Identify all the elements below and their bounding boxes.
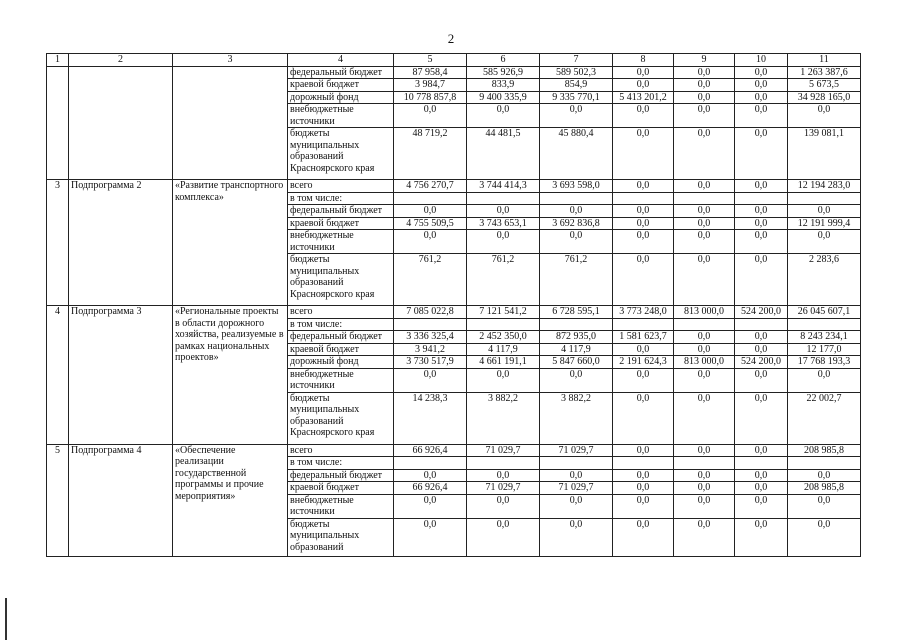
amount-cell: 0,0 — [540, 230, 613, 254]
table-row — [47, 66, 861, 79]
amount-cell: 6 728 595,1 — [540, 306, 613, 319]
amount-cell: 0,0 — [674, 518, 735, 556]
amount-cell — [467, 457, 540, 470]
header-cell: 7 — [540, 54, 613, 67]
amount-cell: 0,0 — [613, 469, 674, 482]
amount-cell: 26 045 607,1 — [788, 306, 861, 319]
amount-cell: 0,0 — [735, 518, 788, 556]
amount-cell: 71 029,7 — [467, 444, 540, 457]
subprogram-title-cell: «Обеспечение реализации государственной программы и прочие мероприятия» — [173, 444, 288, 556]
amount-cell: 0,0 — [613, 482, 674, 495]
amount-cell: 524 200,0 — [735, 306, 788, 319]
budget-table — [46, 53, 861, 557]
amount-cell: 3 984,7 — [394, 79, 467, 92]
subprogram-title-cell — [173, 66, 288, 180]
amount-cell: 3 693 598,0 — [540, 180, 613, 193]
funding-source-cell: внебюджетные источники — [288, 494, 394, 518]
amount-cell: 0,0 — [735, 230, 788, 254]
amount-cell: 0,0 — [467, 230, 540, 254]
amount-cell: 0,0 — [613, 518, 674, 556]
amount-cell: 0,0 — [613, 343, 674, 356]
amount-cell: 45 880,4 — [540, 128, 613, 180]
amount-cell: 0,0 — [735, 331, 788, 344]
amount-cell — [674, 318, 735, 331]
amount-cell: 0,0 — [613, 205, 674, 218]
amount-cell: 0,0 — [735, 254, 788, 306]
amount-cell: 0,0 — [674, 205, 735, 218]
amount-cell: 0,0 — [788, 494, 861, 518]
header-cell: 11 — [788, 54, 861, 67]
funding-source-cell: бюджеты муниципальных образований — [288, 518, 394, 556]
amount-cell: 524 200,0 — [735, 356, 788, 369]
amount-cell: 4 117,9 — [467, 343, 540, 356]
amount-cell: 4 755 509,5 — [394, 217, 467, 230]
amount-cell: 87 958,4 — [394, 66, 467, 79]
funding-source-cell: краевой бюджет — [288, 79, 394, 92]
amount-cell: 0,0 — [674, 469, 735, 482]
amount-cell: 9 400 335,9 — [467, 91, 540, 104]
header-cell: 2 — [69, 54, 173, 67]
amount-cell: 0,0 — [674, 66, 735, 79]
scan-edge-mark — [5, 598, 7, 640]
amount-cell: 0,0 — [735, 217, 788, 230]
header-cell: 9 — [674, 54, 735, 67]
amount-cell: 0,0 — [540, 469, 613, 482]
row-number-cell — [47, 66, 69, 180]
funding-source-cell: всего — [288, 180, 394, 193]
amount-cell: 0,0 — [674, 331, 735, 344]
amount-cell — [540, 192, 613, 205]
amount-cell: 1 581 623,7 — [613, 331, 674, 344]
amount-cell — [467, 192, 540, 205]
amount-cell: 4 117,9 — [540, 343, 613, 356]
header-cell: 1 — [47, 54, 69, 67]
amount-cell — [613, 318, 674, 331]
amount-cell: 0,0 — [788, 518, 861, 556]
amount-cell: 0,0 — [735, 392, 788, 444]
amount-cell: 9 335 770,1 — [540, 91, 613, 104]
amount-cell: 22 002,7 — [788, 392, 861, 444]
amount-cell: 4 756 270,7 — [394, 180, 467, 193]
amount-cell: 0,0 — [788, 368, 861, 392]
amount-cell: 0,0 — [788, 469, 861, 482]
amount-cell: 44 481,5 — [467, 128, 540, 180]
amount-cell: 0,0 — [674, 104, 735, 128]
amount-cell: 7 121 541,2 — [467, 306, 540, 319]
amount-cell: 0,0 — [613, 368, 674, 392]
subprogram-name-cell: Подпрограмма 2 — [69, 180, 173, 306]
header-row — [47, 54, 861, 67]
header-cell: 4 — [288, 54, 394, 67]
amount-cell: 0,0 — [735, 343, 788, 356]
amount-cell: 0,0 — [735, 66, 788, 79]
amount-cell: 585 926,9 — [467, 66, 540, 79]
amount-cell: 3 692 836,8 — [540, 217, 613, 230]
amount-cell: 0,0 — [674, 494, 735, 518]
amount-cell: 0,0 — [613, 254, 674, 306]
amount-cell: 3 882,2 — [540, 392, 613, 444]
funding-source-cell: всего — [288, 444, 394, 457]
amount-cell: 0,0 — [467, 104, 540, 128]
funding-source-cell: федеральный бюджет — [288, 469, 394, 482]
amount-cell: 0,0 — [540, 104, 613, 128]
amount-cell: 0,0 — [674, 79, 735, 92]
amount-cell — [788, 457, 861, 470]
amount-cell: 0,0 — [394, 469, 467, 482]
table-row — [47, 180, 861, 193]
amount-cell: 7 085 022,8 — [394, 306, 467, 319]
amount-cell: 12 177,0 — [788, 343, 861, 356]
amount-cell: 0,0 — [613, 128, 674, 180]
amount-cell — [674, 457, 735, 470]
amount-cell: 761,2 — [394, 254, 467, 306]
funding-source-cell: федеральный бюджет — [288, 331, 394, 344]
amount-cell — [467, 318, 540, 331]
amount-cell: 0,0 — [788, 104, 861, 128]
amount-cell: 0,0 — [613, 66, 674, 79]
header-cell: 10 — [735, 54, 788, 67]
amount-cell: 872 935,0 — [540, 331, 613, 344]
amount-cell: 4 661 191,1 — [467, 356, 540, 369]
amount-cell — [613, 192, 674, 205]
amount-cell: 0,0 — [674, 392, 735, 444]
amount-cell: 0,0 — [674, 254, 735, 306]
amount-cell: 0,0 — [467, 469, 540, 482]
amount-cell: 1 263 387,6 — [788, 66, 861, 79]
amount-cell — [540, 457, 613, 470]
amount-cell: 813 000,0 — [674, 356, 735, 369]
amount-cell: 17 768 193,3 — [788, 356, 861, 369]
amount-cell: 0,0 — [735, 368, 788, 392]
row-number-cell: 5 — [47, 444, 69, 556]
amount-cell: 208 985,8 — [788, 482, 861, 495]
amount-cell — [788, 192, 861, 205]
amount-cell: 813 000,0 — [674, 306, 735, 319]
funding-source-cell: в том числе: — [288, 457, 394, 470]
amount-cell: 0,0 — [674, 91, 735, 104]
amount-cell: 0,0 — [674, 230, 735, 254]
amount-cell: 0,0 — [735, 79, 788, 92]
table-row — [47, 306, 861, 319]
funding-source-cell: в том числе: — [288, 192, 394, 205]
amount-cell: 48 719,2 — [394, 128, 467, 180]
amount-cell: 761,2 — [467, 254, 540, 306]
amount-cell — [394, 457, 467, 470]
amount-cell: 3 744 414,3 — [467, 180, 540, 193]
amount-cell: 66 926,4 — [394, 444, 467, 457]
amount-cell: 0,0 — [735, 128, 788, 180]
amount-cell: 0,0 — [735, 482, 788, 495]
amount-cell: 589 502,3 — [540, 66, 613, 79]
amount-cell: 208 985,8 — [788, 444, 861, 457]
amount-cell: 0,0 — [394, 230, 467, 254]
amount-cell: 0,0 — [394, 494, 467, 518]
funding-source-cell: краевой бюджет — [288, 343, 394, 356]
funding-source-cell: внебюджетные источники — [288, 104, 394, 128]
funding-source-cell: внебюджетные источники — [288, 230, 394, 254]
amount-cell: 0,0 — [735, 180, 788, 193]
funding-source-cell: краевой бюджет — [288, 482, 394, 495]
funding-source-cell: в том числе: — [288, 318, 394, 331]
amount-cell: 0,0 — [467, 205, 540, 218]
amount-cell — [788, 318, 861, 331]
amount-cell: 5 673,5 — [788, 79, 861, 92]
amount-cell — [394, 318, 467, 331]
amount-cell: 0,0 — [613, 392, 674, 444]
header-cell: 3 — [173, 54, 288, 67]
subprogram-name-cell: Подпрограмма 4 — [69, 444, 173, 556]
amount-cell: 139 081,1 — [788, 128, 861, 180]
subprogram-title-cell: «Развитие транспортного комплекса» — [173, 180, 288, 306]
amount-cell: 0,0 — [788, 230, 861, 254]
amount-cell: 0,0 — [674, 128, 735, 180]
row-number-cell: 3 — [47, 180, 69, 306]
amount-cell: 0,0 — [735, 104, 788, 128]
amount-cell — [674, 192, 735, 205]
funding-source-cell: всего — [288, 306, 394, 319]
amount-cell: 854,9 — [540, 79, 613, 92]
amount-cell: 0,0 — [674, 343, 735, 356]
amount-cell: 71 029,7 — [540, 444, 613, 457]
amount-cell: 0,0 — [394, 104, 467, 128]
amount-cell: 0,0 — [467, 518, 540, 556]
amount-cell: 0,0 — [735, 205, 788, 218]
row-number-cell: 4 — [47, 306, 69, 445]
amount-cell: 10 778 857,8 — [394, 91, 467, 104]
funding-source-cell: бюджеты муниципальных образований Красноярского края — [288, 392, 394, 444]
amount-cell: 761,2 — [540, 254, 613, 306]
amount-cell: 0,0 — [613, 79, 674, 92]
amount-cell: 5 847 660,0 — [540, 356, 613, 369]
amount-cell: 0,0 — [394, 518, 467, 556]
amount-cell: 3 941,2 — [394, 343, 467, 356]
amount-cell — [735, 457, 788, 470]
amount-cell — [735, 318, 788, 331]
amount-cell: 0,0 — [613, 494, 674, 518]
amount-cell: 3 743 653,1 — [467, 217, 540, 230]
amount-cell — [613, 457, 674, 470]
amount-cell: 2 283,6 — [788, 254, 861, 306]
amount-cell: 71 029,7 — [540, 482, 613, 495]
amount-cell: 14 238,3 — [394, 392, 467, 444]
page-number: 2 — [447, 31, 455, 46]
amount-cell: 3 882,2 — [467, 392, 540, 444]
funding-source-cell: федеральный бюджет — [288, 205, 394, 218]
subprogram-title-cell: «Региональные проекты в области дорожного хозяйства, реализуемые в рамках национальных проектов» — [173, 306, 288, 445]
amount-cell: 71 029,7 — [467, 482, 540, 495]
amount-cell: 0,0 — [540, 205, 613, 218]
funding-source-cell: внебюджетные источники — [288, 368, 394, 392]
amount-cell: 0,0 — [674, 217, 735, 230]
amount-cell: 12 194 283,0 — [788, 180, 861, 193]
funding-source-cell: бюджеты муниципальных образований Красноярского края — [288, 254, 394, 306]
amount-cell: 0,0 — [613, 230, 674, 254]
amount-cell: 0,0 — [613, 217, 674, 230]
amount-cell: 0,0 — [540, 494, 613, 518]
amount-cell: 0,0 — [467, 368, 540, 392]
amount-cell: 0,0 — [674, 482, 735, 495]
amount-cell: 0,0 — [735, 444, 788, 457]
amount-cell: 0,0 — [540, 368, 613, 392]
amount-cell: 66 926,4 — [394, 482, 467, 495]
header-cell: 5 — [394, 54, 467, 67]
amount-cell: 8 243 234,1 — [788, 331, 861, 344]
amount-cell: 0,0 — [735, 91, 788, 104]
amount-cell: 0,0 — [540, 518, 613, 556]
funding-source-cell: федеральный бюджет — [288, 66, 394, 79]
amount-cell: 3 336 325,4 — [394, 331, 467, 344]
funding-source-cell: краевой бюджет — [288, 217, 394, 230]
header-cell: 8 — [613, 54, 674, 67]
amount-cell: 0,0 — [735, 494, 788, 518]
amount-cell: 0,0 — [613, 104, 674, 128]
header-cell: 6 — [467, 54, 540, 67]
amount-cell: 3 730 517,9 — [394, 356, 467, 369]
amount-cell: 833,9 — [467, 79, 540, 92]
amount-cell: 0,0 — [394, 205, 467, 218]
amount-cell: 0,0 — [788, 205, 861, 218]
amount-cell: 2 191 624,3 — [613, 356, 674, 369]
amount-cell — [394, 192, 467, 205]
funding-source-cell: бюджеты муниципальных образований Красноярского края — [288, 128, 394, 180]
amount-cell: 0,0 — [674, 180, 735, 193]
amount-cell — [735, 192, 788, 205]
amount-cell: 0,0 — [613, 444, 674, 457]
amount-cell: 34 928 165,0 — [788, 91, 861, 104]
amount-cell: 2 452 350,0 — [467, 331, 540, 344]
amount-cell: 0,0 — [467, 494, 540, 518]
amount-cell: 0,0 — [394, 368, 467, 392]
funding-source-cell: дорожный фонд — [288, 356, 394, 369]
amount-cell: 0,0 — [674, 444, 735, 457]
subprogram-name-cell — [69, 66, 173, 180]
amount-cell: 3 773 248,0 — [613, 306, 674, 319]
amount-cell: 5 413 201,2 — [613, 91, 674, 104]
subprogram-name-cell: Подпрограмма 3 — [69, 306, 173, 445]
amount-cell: 0,0 — [613, 180, 674, 193]
amount-cell: 12 191 999,4 — [788, 217, 861, 230]
amount-cell: 0,0 — [735, 469, 788, 482]
amount-cell: 0,0 — [674, 368, 735, 392]
amount-cell — [540, 318, 613, 331]
funding-source-cell: дорожный фонд — [288, 91, 394, 104]
table-row — [47, 444, 861, 457]
